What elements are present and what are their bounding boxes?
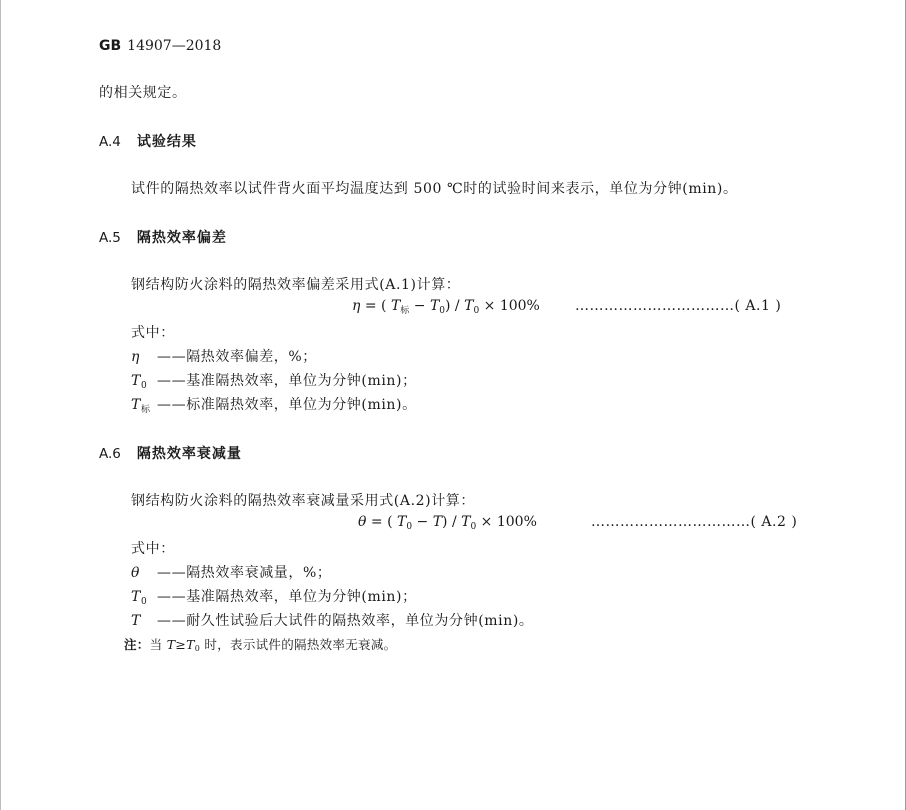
standard-code: GB bbox=[99, 38, 122, 54]
section-title: 试验结果 bbox=[136, 134, 197, 150]
section-a5-heading bbox=[99, 227, 227, 247]
formula-a1: η = ( $T_标 - T_0) / T_0 \times 100\%$ bbox=[352, 298, 540, 316]
section-title: 隔热效率衰减量 bbox=[136, 446, 242, 462]
section-number: A.6 bbox=[99, 446, 121, 462]
section-title: 隔热效率偏差 bbox=[136, 230, 227, 246]
section-a4-paragraph: 试件的隔热效率以试件背火面平均温度达到 500 ℃时的试验时间来表示，单位为分钟(min)。 bbox=[131, 181, 738, 197]
section-a4-heading bbox=[99, 131, 197, 151]
note: 注：当 $T\ge T_0$ 时，表示试件的隔热效率无衰减。 bbox=[124, 637, 397, 653]
section-number: A.4 bbox=[99, 134, 121, 150]
note-label: 注： bbox=[124, 637, 150, 652]
section-number: A.5 bbox=[99, 230, 121, 246]
standard-number: 14907—2018 bbox=[127, 38, 222, 54]
intro-line: 的相关规定。 bbox=[99, 85, 187, 101]
formula-a2: θ = ( $T_0 - T) / T_0 \times 100\%$ bbox=[358, 514, 537, 532]
equation-number-a2: ……………………………( A.2 ) bbox=[591, 514, 798, 530]
where-label-a6: 式中： bbox=[131, 541, 175, 557]
section-a5-paragraph: 钢结构防火涂料的隔热效率偏差采用式(A.1)计算： bbox=[131, 277, 461, 293]
page-header bbox=[99, 38, 221, 54]
section-a6-heading bbox=[99, 443, 242, 463]
variable-row: T ——耐久性试验后大试件的隔热效率，单位为分钟(min)。 bbox=[131, 613, 534, 629]
variable-row: $T_0$ ——基准隔热效率，单位为分钟(min)； bbox=[131, 373, 417, 391]
where-label-a5: 式中： bbox=[131, 325, 175, 341]
variable-row: η ——隔热效率偏差，%； bbox=[131, 349, 317, 365]
section-a6-paragraph: 钢结构防火涂料的隔热效率衰减量采用式(A.2)计算： bbox=[131, 493, 475, 509]
page-edge-left bbox=[0, 0, 1, 810]
variable-row: θ ——隔热效率衰减量，%； bbox=[131, 565, 332, 581]
equation-number-a1: ……………………………( A.1 ) bbox=[575, 298, 782, 314]
variable-row: $T_标$ ——标准隔热效率，单位为分钟(min)。 bbox=[131, 397, 417, 415]
variable-row: $T_0$ ——基准隔热效率，单位为分钟(min)； bbox=[131, 589, 417, 607]
